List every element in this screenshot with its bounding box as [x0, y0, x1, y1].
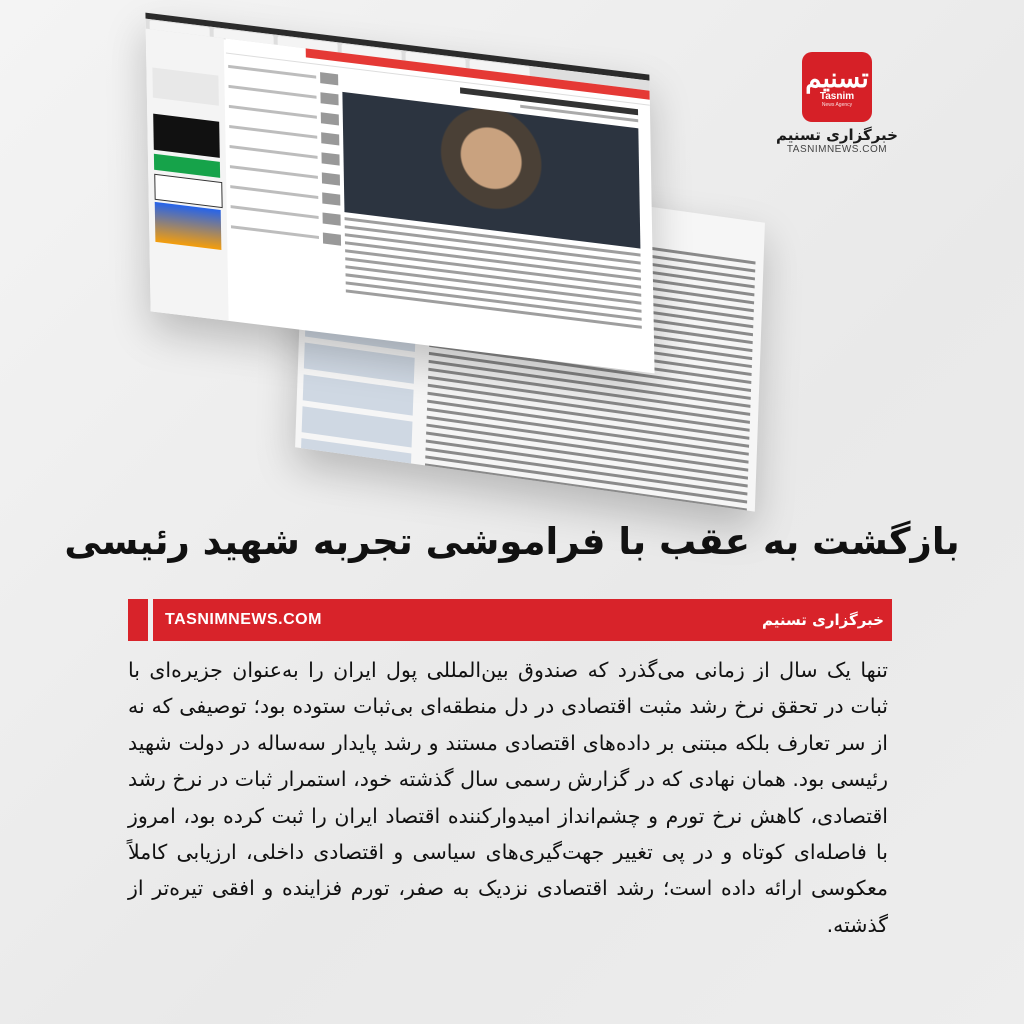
logo-mark-text: تسنیم [805, 64, 869, 94]
banner-agency: خبرگزاری تسنیم [762, 611, 884, 629]
logo-mark [802, 52, 872, 122]
banner-stripe [128, 599, 153, 641]
headline: بازگشت به عقب با فراموشی تجربه شهید رئیسی [64, 520, 960, 563]
tasnim-logo [762, 52, 912, 155]
logo-mark-en-sub: News Agency [821, 102, 853, 108]
ads-column [146, 29, 229, 321]
logo-mark-en: Tasnim [819, 91, 855, 102]
logo-name: خبرگزاری تسنیم [776, 126, 898, 144]
article-body: تنها یک سال از زمانی می‌گذرد که صندوق بین‌المللی پول ایران را به‌عنوان جزیره‌ای با ثبات در تحقق نرخ رشد مثبت اقتصادی در دل منطقه‌ای بی‌ثبات ستوده بود؛ توصیفی که نه از سر تعارف بلکه مبتنی بر داده‌های اقتصادی مستند و رشد پایدار سه‌ساله در دولت شهید رئیسی بود. همان نهادی که در گزارش رسمی سال گذشته خود، استمرار ثبات در نرخ رشد اقتصادی، کاهش نرخ تورم و چشم‌انداز امیدوارکننده اقتصاد ایران را ثبت کرده بود، امروز با فاصله‌ای کوتاه و در پی تغییر جهت‌گیری‌های سیاسی و اقتصادی داخلی، ارزیابی کاملاً معکوسی ارائه داده است؛ رشد اقتصادی نزدیک به صفر، تورم فزاینده و افقی تیره‌تر از گذشته. [128, 658, 888, 937]
article-screenshot-front [145, 13, 654, 374]
sidebar-news-list [228, 59, 342, 325]
logo-url: TASNIMNEWS.COM [786, 144, 888, 155]
banner-url: TASNIMNEWS.COM [165, 611, 322, 628]
article-preview [342, 73, 642, 362]
